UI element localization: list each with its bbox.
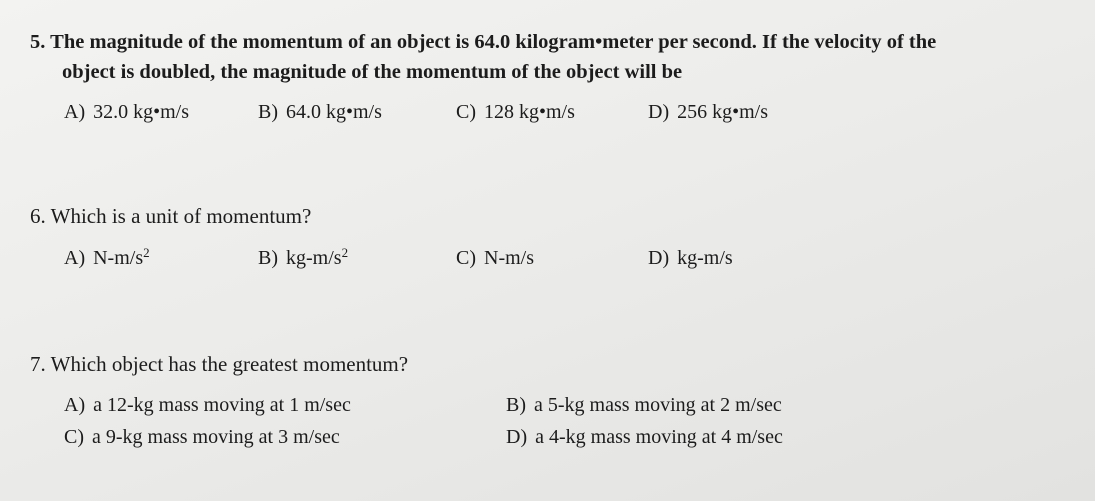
choice-text: 64.0 kg•m/s [286,101,382,123]
choice-letter: A) [64,394,86,416]
choice-text: a 5-kg mass moving at 2 m/sec [534,394,782,416]
question-7-stem [30,352,408,376]
choice-letter: B) [258,247,278,269]
choice-letter: A) [64,101,86,123]
question-5-choice-a[interactable] [64,100,189,124]
question-5-choice-d[interactable] [648,100,768,124]
choice-letter: D) [648,101,670,123]
question-5-text-line1: The magnitude of the momentum of an object is 64.0 kilogram•meter per second. If the velocity of the [50,31,937,53]
choice-letter: C) [64,426,84,448]
choice-text: a 4-kg mass moving at 4 m/sec [535,426,783,448]
choice-letter: C) [456,247,476,269]
choice-letter: D) [506,426,528,448]
question-6-number: 6. [30,204,46,228]
question-7-choice-d[interactable] [506,425,783,449]
choice-text: 32.0 kg•m/s [93,101,190,123]
choice-superscript: 2 [143,245,150,260]
choice-letter: A) [64,247,86,269]
choice-superscript: 2 [341,245,349,260]
choice-text: 256 kg•m/s [677,101,769,123]
choice-letter: D) [648,247,670,269]
question-6-stem [30,204,311,228]
question-5-number: 5. [30,31,46,53]
question-7-number: 7. [30,352,46,376]
choice-text: N-m/s [484,247,534,269]
choice-text: a 12-kg mass moving at 1 m/sec [93,394,351,416]
question-7-choice-b[interactable] [506,393,782,417]
choice-text: a 9-kg mass moving at 3 m/sec [92,426,340,448]
choice-letter: B) [258,101,278,123]
question-5-choice-c[interactable] [456,100,575,124]
choice-text: 128 kg•m/s [484,101,575,123]
choice-letter: B) [506,394,526,416]
question-7-choice-a[interactable] [64,393,351,417]
question-5-stem-line2: object is doubled, the magnitude of the momentum of the object will be [62,61,683,83]
question-6-choice-a[interactable] [64,246,150,270]
question-5-stem-line1 [30,30,936,54]
question-7-choice-c[interactable] [64,425,340,449]
choice-text: kg-m/s [677,247,733,269]
question-5-choice-b[interactable] [258,100,382,124]
choice-letter: C) [456,101,476,123]
question-7-text: Which object has the greatest momentum? [50,352,409,376]
question-6-text: Which is a unit of momentum? [50,204,312,228]
question-6-choice-b[interactable] [258,246,348,270]
question-6-choice-c[interactable] [456,246,534,270]
choice-text: kg-m/s [286,247,342,269]
question-6-choice-d[interactable] [648,246,733,270]
choice-text: N-m/s [93,247,144,269]
